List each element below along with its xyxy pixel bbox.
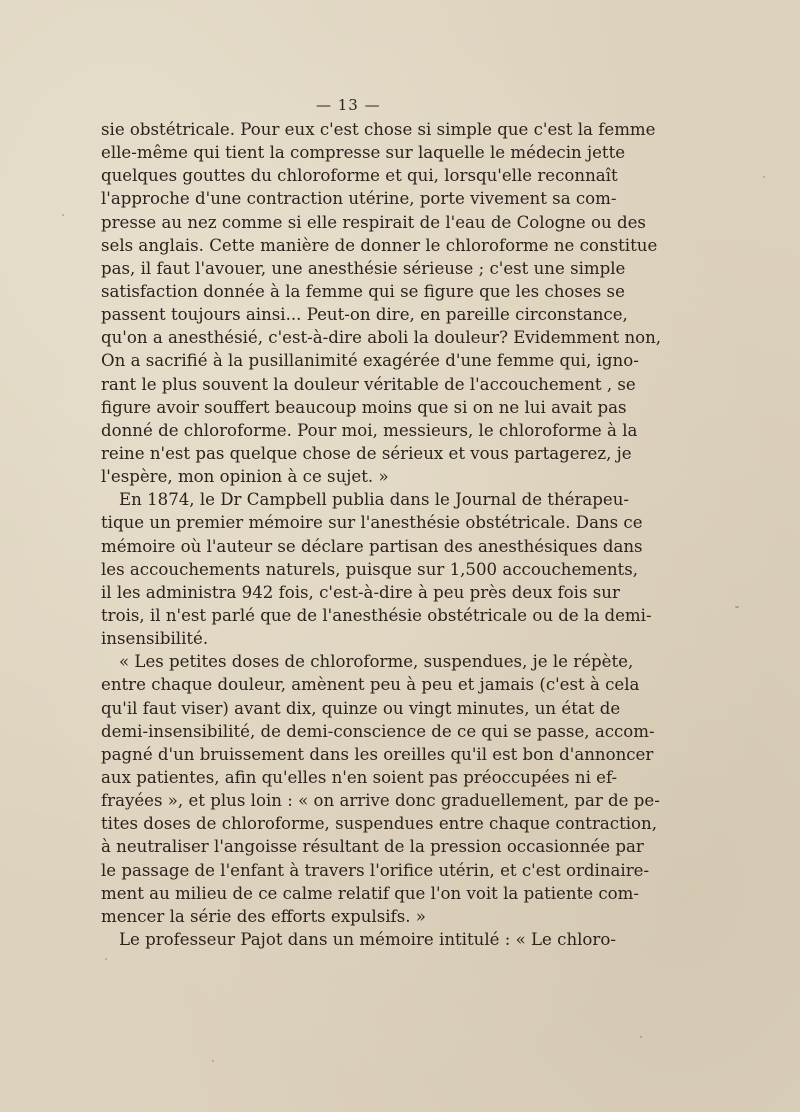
text-line: le passage de l'enfant à travers l'orifice utérin, et c'est ordinaire- <box>101 860 650 880</box>
text-line: elle-même qui tient la compresse sur laquelle le médecin jette <box>101 143 626 163</box>
text-line: satisfaction donnée à la femme qui se figure que les choses se <box>101 281 625 301</box>
text-line: tique un premier mémoire sur l'anesthésie obstétricale. Dans ce <box>101 513 643 533</box>
text-line: sels anglais. Cette manière de donner le chloroforme ne constitue <box>101 235 658 255</box>
text-line: il les administra 942 fois, c'est-à-dire à peu près deux fois sur <box>101 582 620 602</box>
text-line: quelques gouttes du chloroforme et qui, lorsqu'elle reconnaît <box>101 166 618 186</box>
text-line: figure avoir souffert beaucoup moins que si on ne lui avait pas <box>101 397 627 417</box>
text-line: « Les petites doses de chloroforme, suspendues, je le répète, <box>119 652 634 672</box>
text-line: pagné d'un bruissement dans les oreilles qu'il est bon d'annoncer <box>101 744 654 764</box>
text-line: qu'il faut viser) avant dix, quinze ou vingt minutes, un état de <box>101 698 621 718</box>
text-line: sie obstétricale. Pour eux c'est chose si simple que c'est la femme <box>101 120 656 139</box>
paper-speck <box>212 1060 214 1062</box>
text-line: aux patientes, afin qu'elles n'en soient pas préoccupées ni ef- <box>101 767 618 787</box>
paper-speck <box>640 1036 642 1038</box>
text-line: tites doses de chloroforme, suspendues entre chaque contraction, <box>101 814 658 834</box>
text-line: passent toujours ainsi... Peut-on dire, en pareille circonstance, <box>101 305 628 325</box>
paper-speck <box>735 606 739 608</box>
paper-speck <box>105 958 107 960</box>
paper-speck <box>763 176 765 178</box>
paper-speck <box>62 214 64 216</box>
text-line: On a sacrifié à la pusillanimité exagérée d'une femme qui, igno- <box>101 351 639 371</box>
text-line: mémoire où l'auteur se déclare partisan des anesthésiques dans <box>101 536 643 556</box>
text-line: demi-insensibilité, de demi-conscience de ce qui se passe, accom- <box>101 721 655 741</box>
text-line: insensibilité. <box>101 629 209 649</box>
text-line: En 1874, le Dr Campbell publia dans le Journal de thérapeu- <box>119 490 630 510</box>
page-number: — 13 — <box>316 96 381 114</box>
text-line: à neutraliser l'angoisse résultant de la pression occasionnée par <box>101 837 644 857</box>
text-line: reine n'est pas quelque chose de sérieux et vous partagerez, je <box>101 443 632 463</box>
text-line: pas, il faut l'avouer, une anesthésie sérieuse ; c'est une simple <box>101 258 626 278</box>
text-line: frayées », et plus loin : « on arrive donc graduellement, par de pe- <box>101 791 660 811</box>
text-line: ment au milieu de ce calme relatif que l'on voit la patiente com- <box>101 883 639 903</box>
text-line: Le professeur Pajot dans un mémoire intitulé : « Le chloro- <box>119 929 616 949</box>
text-line: l'approche d'une contraction utérine, porte vivement sa com- <box>101 189 617 209</box>
text-line: l'espère, mon opinion à ce sujet. » <box>101 467 389 487</box>
text-line: les accouchements naturels, puisque sur 1,500 accouchements, <box>101 559 639 579</box>
body-text <box>101 118 662 951</box>
text-line: donné de chloroforme. Pour moi, messieurs, le chloroforme à la <box>101 420 638 440</box>
text-line: rant le plus souvent la douleur véritable de l'accouchement , se <box>101 374 636 394</box>
text-line: qu'on a anesthésié, c'est-à-dire aboli la douleur? Evidemment non, <box>101 328 662 348</box>
text-line: mencer la série des efforts expulsifs. » <box>101 906 426 926</box>
text-line: entre chaque douleur, amènent peu à peu et jamais (c'est à cela <box>101 675 640 695</box>
text-line: trois, il n'est parlé que de l'anesthésie obstétricale ou de la demi- <box>101 605 652 625</box>
text-line: presse au nez comme si elle respirait de l'eau de Cologne ou des <box>101 212 646 232</box>
